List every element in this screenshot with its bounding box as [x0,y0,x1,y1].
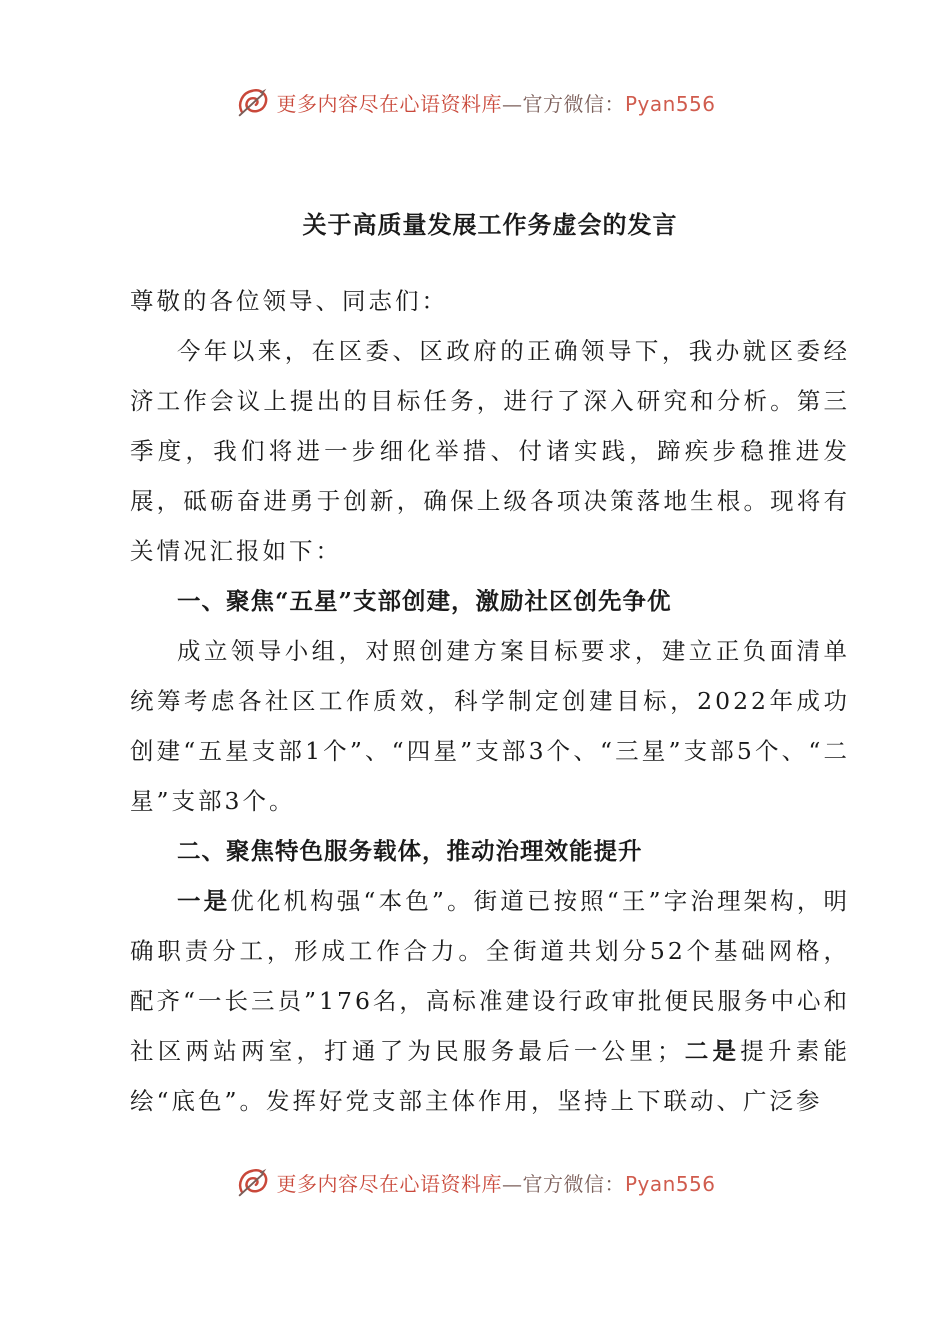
lead-one: 一是 [177,887,231,915]
watermark-wechat-id: Pyan556 [624,91,716,116]
watermark-banner-top [0,80,950,124]
watermark-banner-bottom [0,1160,950,1204]
document-title: 关于高质量发展工作务虚会的发言 [302,210,678,239]
section2-paragraph [130,876,850,1126]
section2-text-two: 提升素能绘“底色”。发挥好党支部主体作用，坚持上下联动、广泛参 [130,1037,851,1115]
watermark-text [276,1168,715,1197]
watermark-dash: — [501,1171,523,1196]
watermark-official: 官方微信： [522,91,625,116]
salutation: 尊敬的各位领导、同志们： [130,287,448,315]
section2-heading: 二、聚焦特色服务载体，推动治理效能提升 [177,837,643,865]
document-page [130,200,850,1126]
section1-heading: 一、聚焦“五星”支部创建，激励社区创先争优 [177,587,672,615]
section2-text-one: 优化机构强“本色”。街道已按照“王”字治理架构，明确职责分工，形成工作合力。全街道共划分52个基础网格，配齐“一长三员”176名，高标准建设行政审批便民服务中心和社区两站两室，打通了为民服务最后一公里； [130,887,850,1065]
watermark-official: 官方微信： [522,1171,625,1196]
watermark-wechat-id: Pyan556 [624,1171,716,1196]
watermark-brand: 更多内容尽在心语资料库 [276,1171,502,1196]
watermark-dash: — [501,91,523,116]
watermark-brand: 更多内容尽在心语资料库 [276,91,502,116]
quill-swirl-icon [234,83,272,121]
section1-paragraph: 成立领导小组，对照创建方案目标要求，建立正负面清单统筹考虑各社区工作质效，科学制定创建目标，2022年成功创建“五星支部1个”、“四星”支部3个、“三星”支部5个、“二星”支部3个。 [130,637,850,815]
watermark-text [276,88,715,117]
quill-swirl-icon [234,1163,272,1201]
intro-paragraph: 今年以来，在区委、区政府的正确领导下，我办就区委经济工作会议上提出的目标任务，进行了深入研究和分析。第三季度，我们将进一步细化举措、付诸实践，蹄疾步稳推进发展，砥砺奋进勇于创新，确保上级各项决策落地生根。现将有关情况汇报如下： [130,337,850,565]
lead-two: 二是 [683,1037,741,1065]
